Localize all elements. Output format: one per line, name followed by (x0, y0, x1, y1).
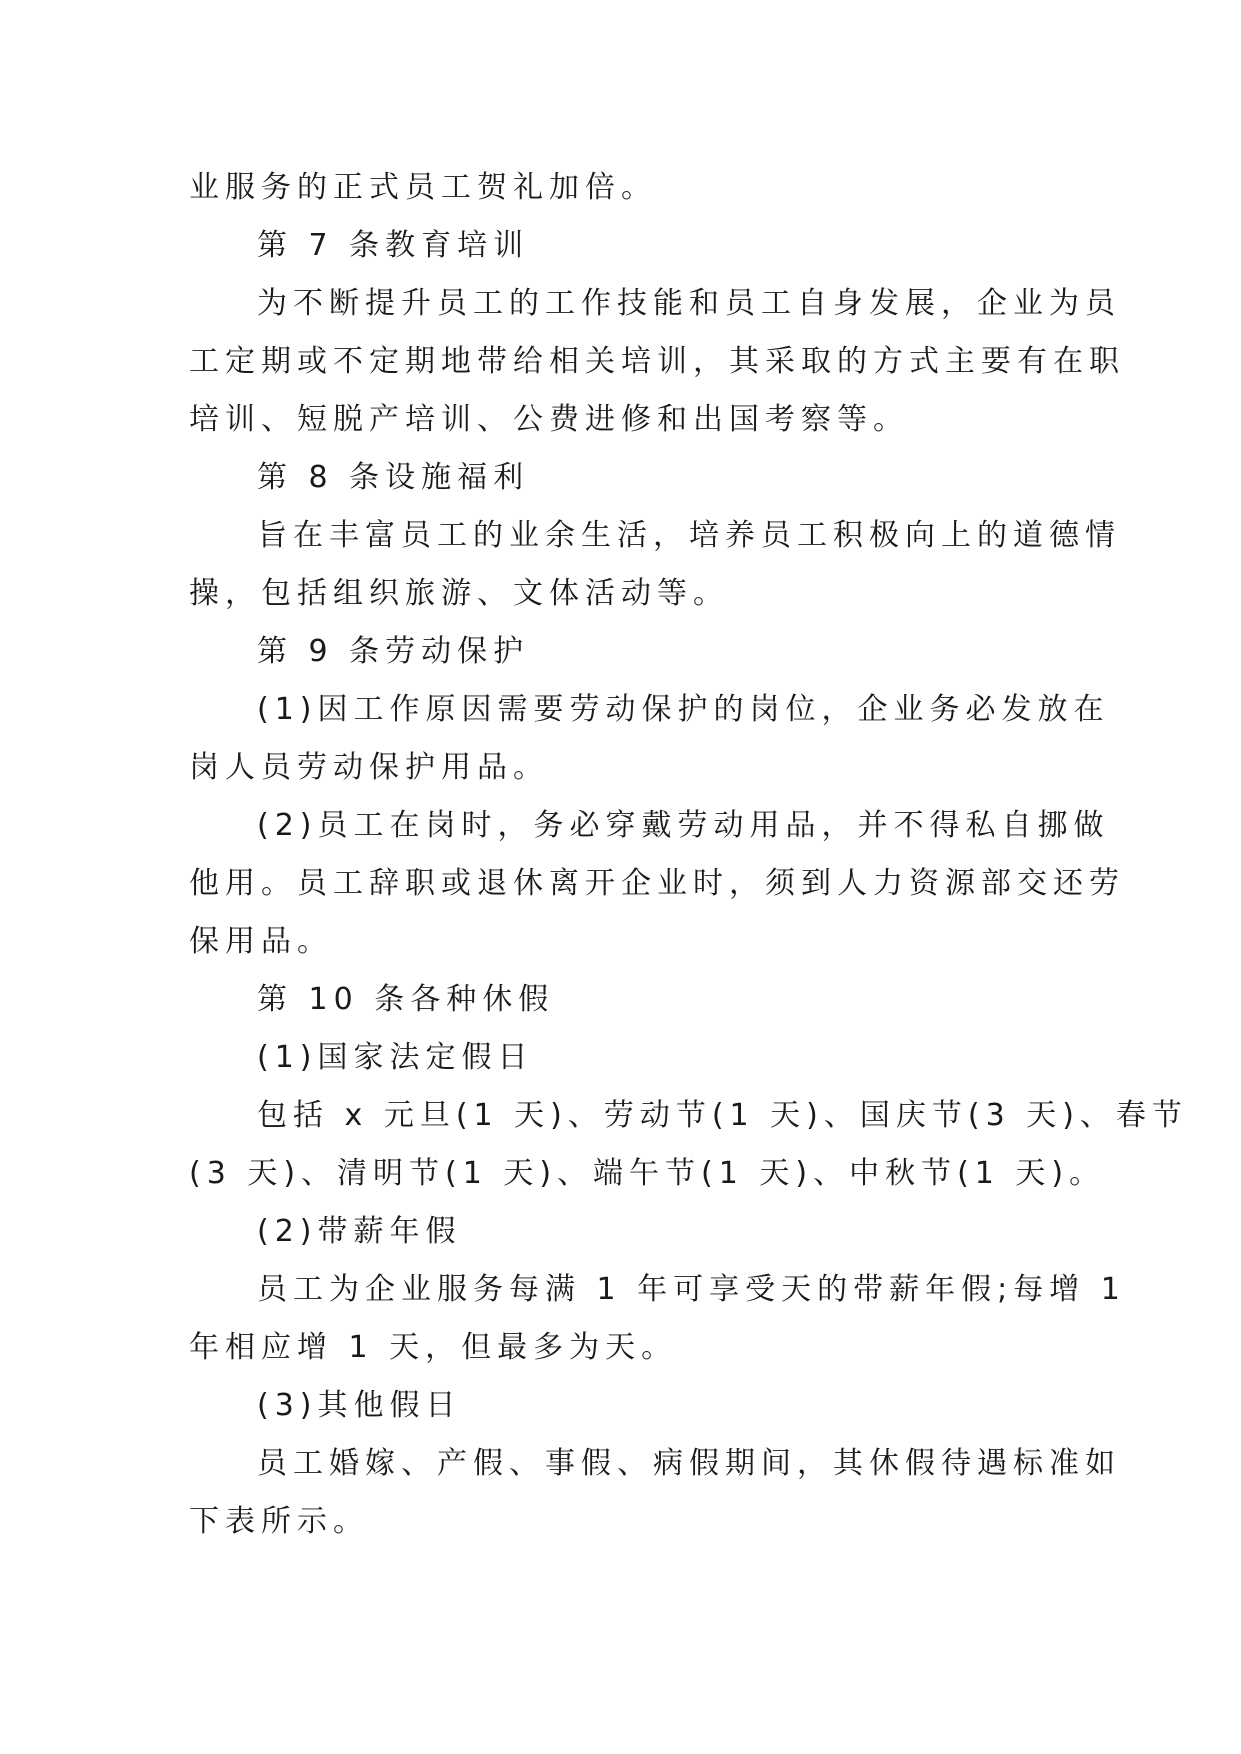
article-heading: 第 7 条教育培训 (257, 228, 530, 263)
text-line: (3 天)、清明节(1 天)、端午节(1 天)、中秋节(1 天)。 (189, 1156, 1106, 1191)
subheading: (2)带薪年假 (257, 1214, 462, 1249)
text-line: 保用品。 (189, 924, 333, 959)
subheading: (1)国家法定假日 (257, 1040, 534, 1075)
article-heading: 第 9 条劳动保护 (257, 634, 530, 669)
text-line: 操，包括组织旅游、文体活动等。 (189, 576, 729, 611)
text-line: 包括 x 元旦(1 天)、劳动节(1 天)、国庆节(3 天)、春节 (257, 1098, 1188, 1133)
text-line: 员工婚嫁、产假、事假、病假期间，其休假待遇标准如 (257, 1446, 1121, 1481)
text-line: 他用。员工辞职或退休离开企业时，须到人力资源部交还劳 (189, 866, 1125, 901)
text-line: (1)因工作原因需要劳动保护的岗位，企业务必发放在 (257, 692, 1110, 727)
text-line: (2)员工在岗时，务必穿戴劳动用品，并不得私自挪做 (257, 808, 1110, 843)
text-line: 旨在丰富员工的业余生活，培养员工积极向上的道德情 (257, 518, 1121, 553)
text-line: 为不断提升员工的工作技能和员工自身发展，企业为员 (257, 286, 1121, 321)
text-line: 工定期或不定期地带给相关培训，其采取的方式主要有在职 (189, 344, 1125, 379)
subheading: (3)其他假日 (257, 1388, 462, 1423)
text-line: 培训、短脱产培训、公费进修和出国考察等。 (189, 402, 909, 437)
text-line: 业服务的正式员工贺礼加倍。 (189, 170, 657, 205)
text-line: 员工为企业服务每满 1 年可享受天的带薪年假;每增 1 (257, 1272, 1126, 1307)
article-heading: 第 8 条设施福利 (257, 460, 530, 495)
text-line: 年相应增 1 天，但最多为天。 (189, 1330, 678, 1365)
text-line: 岗人员劳动保护用品。 (189, 750, 549, 785)
text-line: 下表所示。 (189, 1504, 369, 1539)
article-heading: 第 10 条各种休假 (257, 982, 555, 1017)
